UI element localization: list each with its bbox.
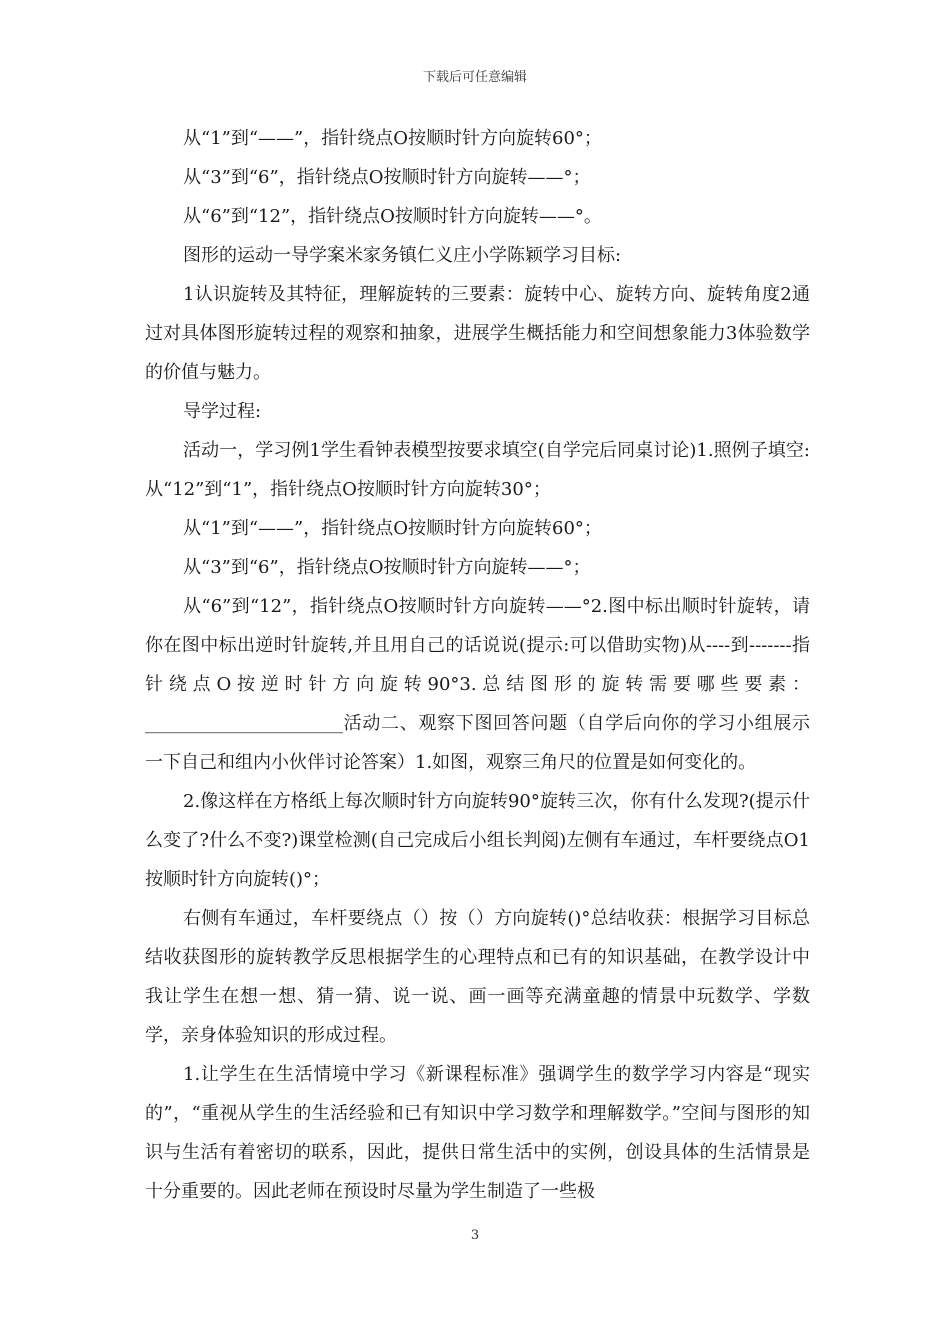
paragraph: 从“1”到“——”，指针绕点O按顺时针方向旋转60°；: [183, 518, 602, 539]
paragraph: 1认识旋转及其特征，理解旋转的三要素：旋转中心、旋转方向、旋转角度2通过对具体图形旋转过程的观察和抽象，进展学生概括能力和空间想象能力3体验数学的价值与魅力。: [145, 284, 810, 383]
page-header: 下载后可任意编辑: [422, 70, 527, 85]
paragraph: 1.让学生在生活情境中学习《新课程标准》强调学生的数学学习内容是“现实的”，“重视从学生的生活经验和已有知识中学习数学和理解数学。”空间与图形的知识与生活有着密切的联系，因此，提供日常生活中的实例，创设具体的生活情景是十分重要的。因此老师在预设时尽量为学生制造了一些极: [145, 1064, 810, 1202]
paragraph: 从“6”到“12”，指针绕点O按顺时针方向旋转——°。: [183, 206, 602, 227]
paragraph: 2.像这样在方格纸上每次顺时针方向旋转90°旋转三次，你有什么发现?(提示什么变了?什么不变?)课堂检测(自己完成后小组长判阅)左侧有车通过，车杆要绕点O1按顺时针方向旋转()°；: [145, 791, 810, 890]
paragraph: 图形的运动一导学案米家务镇仁义庄小学陈颖学习目标:: [183, 245, 622, 266]
paragraph: 右侧有车通过，车杆要绕点（）按（）方向旋转()°总结收获：根据学习目标总结收获图形的旋转教学反思根据学生的心理特点和已有的知识基础，在教学设计中我让学生在想一想、猜一猜、说一说、画一画等充满童趣的情景中玩数学、学数学，亲身体验知识的形成过程。: [145, 908, 810, 1046]
page-number: 3: [470, 1228, 480, 1243]
paragraph: 从“3”到“6”，指针绕点O按顺时针方向旋转——°；: [183, 557, 591, 578]
paragraph: 从“6”到“12”，指针绕点O按顺时针方向旋转——°2.图中标出顺时针旋转，请你在图中标出逆时针旋转,并且用自己的话说说(提示:可以借助实物)从----到-------指针绕点O按逆时针方向旋转90°3.总结图形的旋转需要哪些要素：______________________活动二、观察下图回答问题（自学后向你的学习小组展示一下自己和组内小伙伴讨论答案）1.如图，观察三角尺的位置是如何变化的。: [145, 596, 810, 773]
document-body: [145, 119, 810, 1211]
paragraph: 导学过程:: [183, 401, 262, 422]
paragraph: 活动一，学习例1学生看钟表模型按要求填空(自学完后同桌讨论)1.照例子填空:从“12”到“1”，指针绕点O按顺时针方向旋转30°；: [145, 440, 810, 500]
paragraph: 从“1”到“——”，指针绕点O按顺时针方向旋转60°；: [183, 128, 602, 149]
paragraph: 从“3”到“6”，指针绕点O按顺时针方向旋转——°；: [183, 167, 591, 188]
